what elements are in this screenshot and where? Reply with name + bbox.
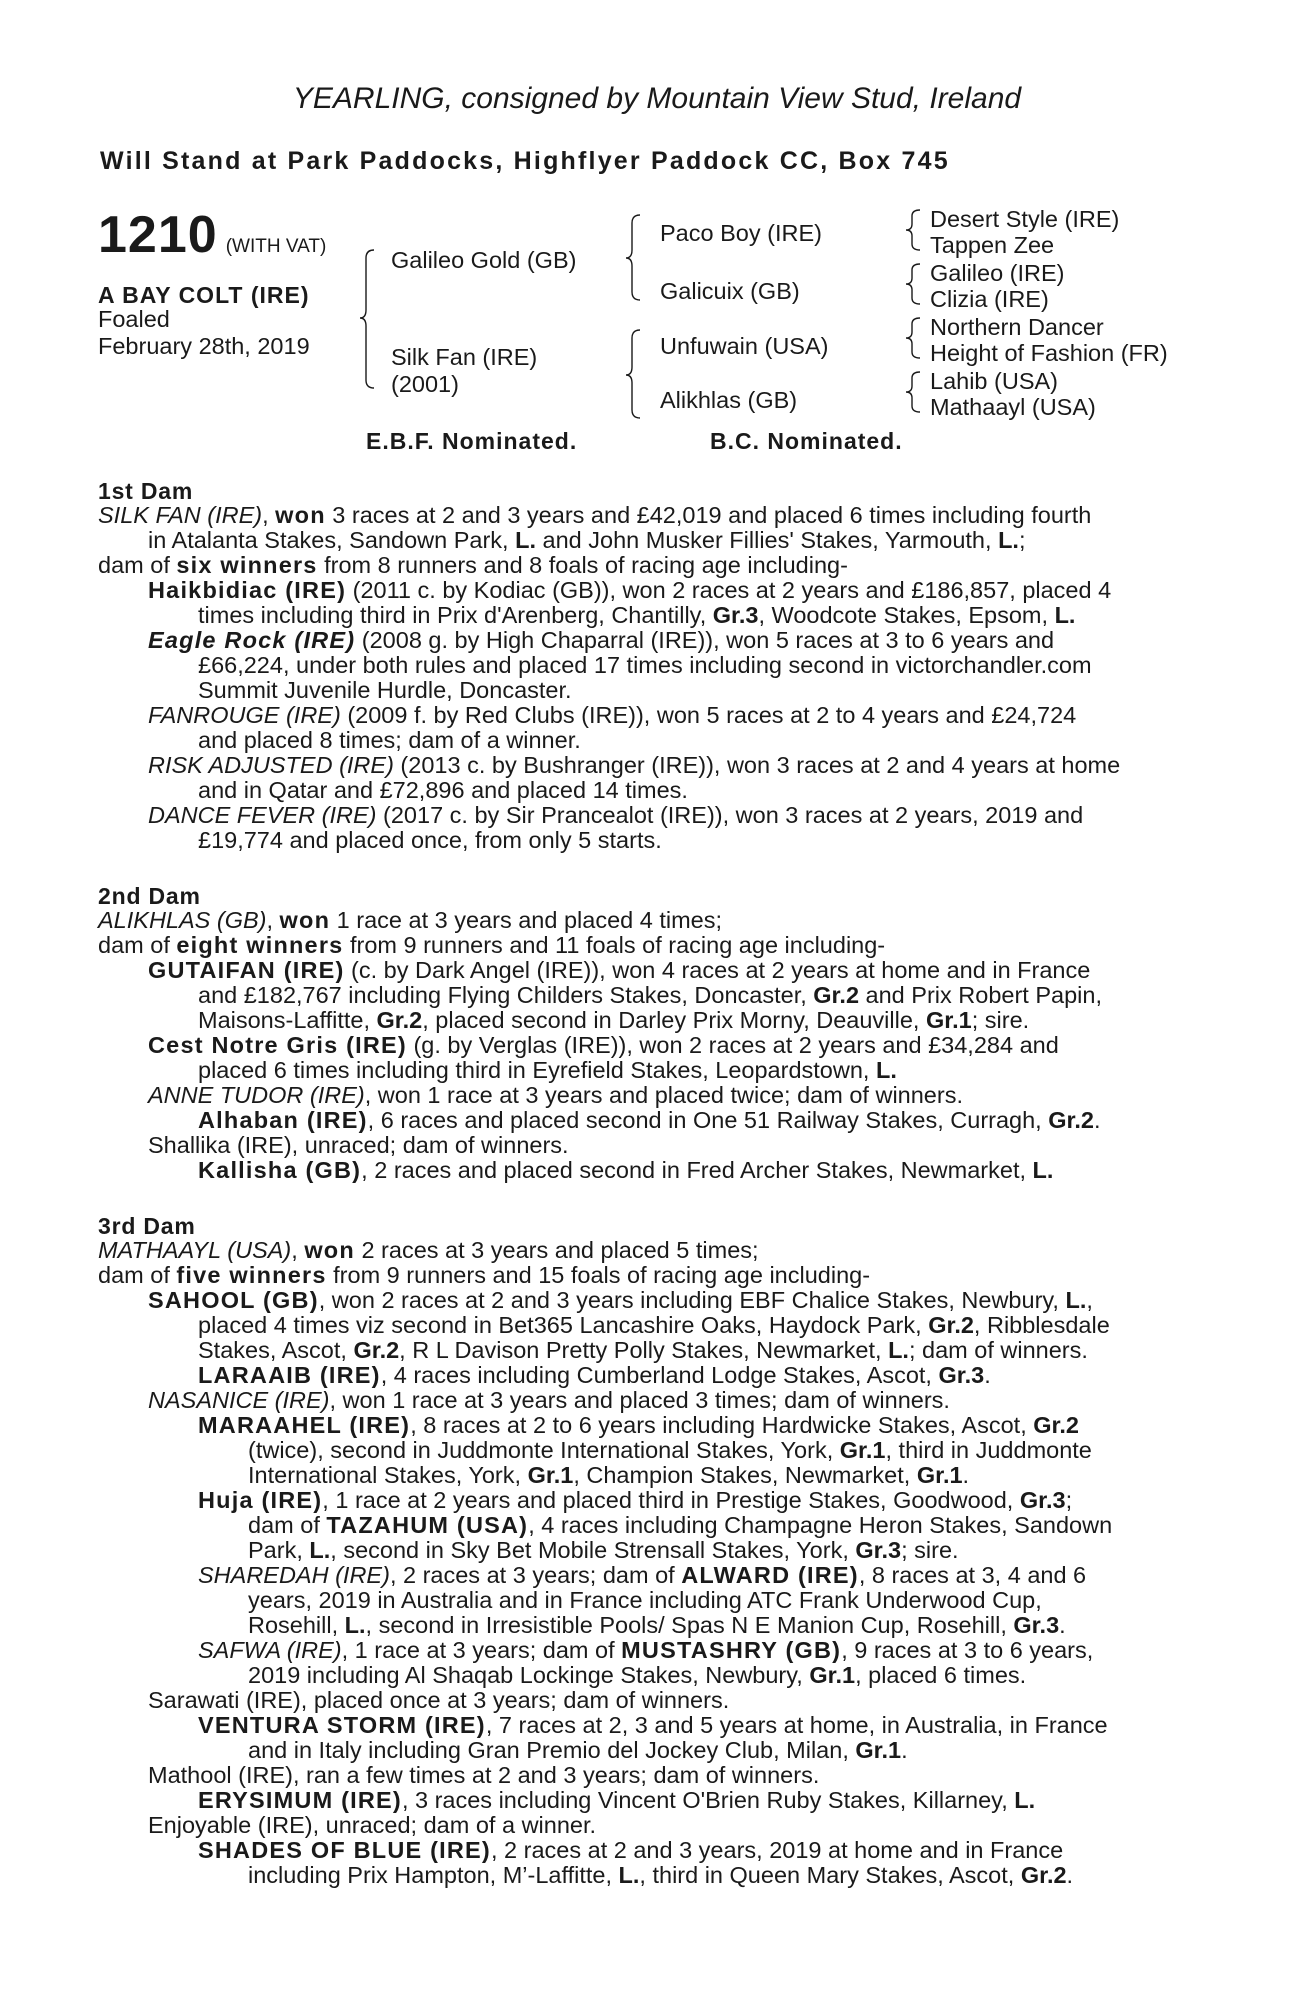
- second-dam-line: [148, 1083, 963, 1109]
- text-segment: L.: [344, 1612, 366, 1638]
- vat-note: (WITH VAT): [225, 236, 327, 257]
- text-segment: FANROUGE (IRE): [148, 702, 341, 728]
- second-dam-line: [148, 1033, 1059, 1059]
- text-segment: , second in Irresistible Pools/ Spas N E Manion Cup, Rosehill,: [365, 1612, 1014, 1638]
- text-segment: (2008 g. by High Chaparral (IRE)), won 5 races at 3 to 6 years and: [355, 627, 1055, 653]
- text-segment: £66,224, under both rules and placed 17 times including second in victorchandler.com: [198, 652, 1092, 678]
- text-segment: , 4 races including Cumberland Lodge Stakes, Ascot,: [380, 1362, 939, 1388]
- third-dam-line: [98, 1238, 759, 1264]
- text-segment: won: [279, 907, 331, 933]
- second-dam-line: [98, 933, 885, 959]
- text-segment: .: [984, 1362, 991, 1388]
- dam-sire-name: Unfuwain (USA): [660, 333, 829, 359]
- text-segment: (c. by Dark Angel (IRE)), won 4 races at 2 years at home and in France: [344, 957, 1091, 983]
- third-dam-line: [248, 1738, 908, 1764]
- text-segment: and in Qatar and £72,896 and placed 14 times.: [198, 777, 688, 803]
- text-segment: .: [1093, 1107, 1101, 1133]
- text-segment: Gr.1: [809, 1662, 856, 1688]
- ancestor-4: Clizia (IRE): [930, 286, 1049, 312]
- first-dam-line: [198, 678, 572, 704]
- text-segment: , third in Juddmonte: [885, 1437, 1092, 1463]
- text-segment: , Ribblesdale: [973, 1312, 1110, 1338]
- text-segment: .: [1059, 1612, 1066, 1638]
- text-segment: Huja (IRE): [198, 1487, 323, 1513]
- text-segment: L.: [1032, 1157, 1054, 1183]
- text-segment: (g. by Verglas (IRE)), won 2 races at 2 years and £34,284 and: [406, 1032, 1059, 1058]
- text-segment: and in Italy including Gran Premio del Jockey Club, Milan,: [248, 1737, 856, 1763]
- text-segment: SHAREDAH (IRE): [198, 1562, 390, 1588]
- text-segment: Gr.2: [353, 1337, 400, 1363]
- text-segment: (2013 c. by Bushranger (IRE)), won 3 races at 2 and 4 years at home: [393, 752, 1121, 778]
- first-dam-line: [98, 503, 1091, 529]
- text-segment: LARAAIB (IRE): [198, 1362, 381, 1388]
- text-segment: , 3 races including Vincent O'Brien Ruby Stakes, Killarney,: [401, 1787, 1015, 1813]
- text-segment: (2017 c. by Sir Prancealot (IRE)), won 3 races at 2 years, 2019 and: [376, 802, 1084, 828]
- ancestor-1: Desert Style (IRE): [930, 206, 1120, 232]
- text-segment: won: [275, 502, 326, 528]
- text-segment: (2011 c. by Kodiac (GB)), won 2 races at 2 years and £186,857, placed 4: [346, 577, 1112, 603]
- text-segment: MUSTASHRY (GB): [621, 1637, 842, 1663]
- third-dam-line: [198, 1638, 1093, 1664]
- lot-number: 1210: [98, 206, 218, 264]
- text-segment: Mathool (IRE), ran a few times at 2 and 3 years; dam of winners.: [148, 1762, 820, 1788]
- first-dam-line: [198, 653, 1092, 679]
- text-segment: , 6 races and placed second in One 51 Railway Stakes, Curragh,: [367, 1107, 1049, 1133]
- text-segment: Stakes, Ascot,: [198, 1337, 354, 1363]
- text-segment: , 2 races and placed second in Fred Archer Stakes, Newmarket,: [361, 1157, 1033, 1183]
- text-segment: Park,: [248, 1537, 310, 1563]
- text-segment: won: [304, 1237, 355, 1263]
- text-segment: L.: [618, 1862, 640, 1888]
- third-dam-line: [148, 1288, 1093, 1314]
- text-segment: Gr.3: [938, 1362, 985, 1388]
- second-dam-line: [148, 958, 1090, 984]
- foaled-label: Foaled: [98, 306, 170, 332]
- text-segment: five winners: [176, 1262, 327, 1288]
- second-dam-line: [198, 1158, 1053, 1184]
- ancestor-5: Northern Dancer: [930, 314, 1104, 340]
- text-segment: years, 2019 in Australia and in France including ATC Frank Underwood Cup,: [248, 1587, 1042, 1613]
- text-segment: 2019 including Al Shaqab Lockinge Stakes, Newbury,: [248, 1662, 810, 1688]
- text-segment: , 8 races at 2 to 6 years including Hardwicke Stakes, Ascot,: [410, 1412, 1034, 1438]
- text-segment: , 4 races including Champagne Heron Stakes, Sandown: [528, 1512, 1113, 1538]
- third-dam-line: [248, 1863, 1073, 1889]
- text-segment: Gr.1: [855, 1737, 902, 1763]
- second-dam-line: [198, 1108, 1101, 1134]
- text-segment: from 9 runners and 15 foals of racing age including-: [326, 1262, 871, 1288]
- text-segment: VENTURA STORM (IRE): [198, 1712, 486, 1738]
- text-segment: International Stakes, York,: [248, 1462, 528, 1488]
- ancestor-7: Lahib (USA): [930, 368, 1058, 394]
- text-segment: .: [1066, 1862, 1074, 1888]
- text-segment: including Prix Hampton, M’-Laffitte,: [248, 1862, 619, 1888]
- first-dam-line: [148, 753, 1120, 779]
- first-dam-line: [198, 778, 688, 804]
- first-dam-line: [198, 828, 662, 854]
- third-dam-line: [198, 1838, 1063, 1864]
- text-segment: and £182,767 including Flying Childers Stakes, Doncaster,: [198, 982, 814, 1008]
- text-segment: Shallika (IRE), unraced; dam of winners.: [148, 1132, 569, 1158]
- text-segment: .: [901, 1737, 908, 1763]
- text-segment: ,: [262, 502, 276, 528]
- text-segment: Gr.1: [527, 1462, 574, 1488]
- text-segment: , placed second in Darley Prix Morny, Deauville,: [422, 1007, 926, 1033]
- text-segment: ;: [1018, 527, 1026, 553]
- third-dam-heading: 3rd Dam: [98, 1213, 196, 1239]
- text-segment: ,: [266, 907, 280, 933]
- text-segment: and placed 8 times; dam of a winner.: [198, 727, 581, 753]
- sire-dam-name: Galicuix (GB): [660, 278, 800, 304]
- text-segment: NASANICE (IRE): [148, 1387, 330, 1413]
- text-segment: Kallisha (GB): [198, 1157, 362, 1183]
- text-segment: Cest Notre Gris (IRE): [148, 1032, 407, 1058]
- third-dam-line: [248, 1538, 959, 1564]
- text-segment: Gr.3: [1019, 1487, 1066, 1513]
- bc-nomination: B.C. Nominated.: [710, 428, 903, 454]
- text-segment: Gr.1: [916, 1462, 963, 1488]
- text-segment: Eagle Rock (IRE): [148, 627, 356, 653]
- text-segment: ALWARD (IRE): [681, 1562, 859, 1588]
- first-dam-line: [148, 528, 1025, 554]
- text-segment: ALIKHLAS (GB): [98, 907, 267, 933]
- sire-name: Galileo Gold (GB): [391, 247, 577, 273]
- text-segment: placed 4 times viz second in Bet365 Lancashire Oaks, Haydock Park,: [198, 1312, 929, 1338]
- stand-location: Will Stand at Park Paddocks, Highflyer Paddock CC, Box 745: [100, 147, 950, 175]
- text-segment: , 9 races at 3 to 6 years,: [841, 1637, 1094, 1663]
- foaled-date: February 28th, 2019: [98, 333, 310, 359]
- text-segment: L.: [875, 1057, 897, 1083]
- third-dam-line: [148, 1813, 596, 1839]
- text-segment: ERYSIMUM (IRE): [198, 1787, 402, 1813]
- text-segment: , R L Davison Pretty Polly Stakes, Newmarket,: [399, 1337, 889, 1363]
- third-dam-line: [248, 1613, 1066, 1639]
- third-dam-line: [248, 1463, 969, 1489]
- text-segment: placed 6 times including third in Eyrefield Stakes, Leopardstown,: [198, 1057, 876, 1083]
- text-segment: dam of: [98, 932, 177, 958]
- text-segment: Gr.1: [839, 1437, 886, 1463]
- first-dam-line: [148, 628, 1054, 654]
- third-dam-line: [198, 1713, 1108, 1739]
- third-dam-line: [198, 1788, 1035, 1814]
- text-segment: Haikbidiac (IRE): [148, 577, 347, 603]
- text-segment: ; dam of winners.: [908, 1337, 1088, 1363]
- horse-description: A BAY COLT (IRE): [98, 282, 310, 308]
- ancestor-3: Galileo (IRE): [930, 260, 1065, 286]
- text-segment: L.: [1054, 602, 1076, 628]
- text-segment: ; sire.: [971, 1007, 1030, 1033]
- text-segment: , placed 6 times.: [855, 1662, 1027, 1688]
- text-segment: , second in Sky Bet Mobile Strensall Stakes, York,: [330, 1537, 856, 1563]
- ebf-nomination: E.B.F. Nominated.: [366, 428, 578, 454]
- third-dam-line: [248, 1663, 1026, 1689]
- text-segment: Rosehill,: [248, 1612, 345, 1638]
- text-segment: Gr.2: [813, 982, 860, 1008]
- text-segment: MATHAAYL (USA): [98, 1237, 292, 1263]
- text-segment: , Champion Stakes, Newmarket,: [573, 1462, 917, 1488]
- text-segment: Gr.3: [1013, 1612, 1060, 1638]
- text-segment: Summit Juvenile Hurdle, Doncaster.: [198, 677, 572, 703]
- third-dam-line: [98, 1263, 870, 1289]
- first-dam-line: [148, 578, 1111, 604]
- text-segment: SHADES OF BLUE (IRE): [198, 1837, 491, 1863]
- text-segment: , 2 races at 2 and 3 years, 2019 at home and in France: [490, 1837, 1064, 1863]
- third-dam-line: [198, 1563, 1086, 1589]
- text-segment: 2 races at 3 years and placed 5 times;: [354, 1237, 759, 1263]
- text-segment: from 8 runners and 8 foals of racing age including-: [317, 552, 848, 578]
- text-segment: DANCE FEVER (IRE): [148, 802, 377, 828]
- text-segment: , third in Queen Mary Stakes, Ascot,: [639, 1862, 1021, 1888]
- ancestor-8: Mathaayl (USA): [930, 394, 1096, 420]
- dam-name: Silk Fan (IRE): [391, 344, 538, 370]
- text-segment: SAFWA (IRE): [198, 1637, 342, 1663]
- text-segment: ;: [1065, 1487, 1073, 1513]
- third-dam-line: [248, 1588, 1042, 1614]
- text-segment: ANNE TUDOR (IRE): [148, 1082, 365, 1108]
- text-segment: eight winners: [176, 932, 344, 958]
- third-dam-line: [248, 1513, 1112, 1539]
- text-segment: L.: [515, 527, 536, 553]
- text-segment: ,: [1086, 1287, 1093, 1313]
- text-segment: , 1 race at 2 years and placed third in Prestige Stakes, Goodwood,: [322, 1487, 1020, 1513]
- text-segment: dam of: [248, 1512, 327, 1538]
- third-dam-line: [148, 1763, 819, 1789]
- text-segment: .: [962, 1462, 970, 1488]
- third-dam-line: [198, 1488, 1072, 1514]
- text-segment: SAHOOL (GB): [148, 1287, 319, 1313]
- dam-dam-name: Alikhlas (GB): [660, 387, 798, 413]
- text-segment: ; sire.: [901, 1537, 959, 1563]
- text-segment: dam of: [98, 552, 177, 578]
- second-dam-line: [198, 1058, 897, 1084]
- text-segment: , won 1 race at 3 years and placed twice; dam of winners.: [364, 1082, 963, 1108]
- text-segment: Gr.2: [1048, 1107, 1094, 1133]
- catalogue-header: YEARLING, consigned by Mountain View Stud, Ireland: [292, 82, 1022, 115]
- text-segment: Alhaban (IRE): [198, 1107, 368, 1133]
- text-segment: Gr.3: [855, 1537, 902, 1563]
- text-segment: (2009 f. by Red Clubs (IRE)), won 5 races at 2 to 4 years and £24,724: [340, 702, 1077, 728]
- second-dam-line: [148, 1133, 569, 1159]
- text-segment: L.: [1065, 1287, 1087, 1313]
- text-segment: Gr.2: [376, 1007, 423, 1033]
- text-segment: Gr.2: [928, 1312, 974, 1338]
- text-segment: Sarawati (IRE), placed once at 3 years; dam of winners.: [148, 1687, 730, 1713]
- second-dam-line: [198, 983, 1102, 1009]
- text-segment: Gr.3: [712, 602, 759, 628]
- text-segment: Enjoyable (IRE), unraced; dam of a winner.: [148, 1812, 597, 1838]
- text-segment: £19,774 and placed once, from only 5 starts.: [198, 827, 662, 853]
- text-segment: Gr.2: [1020, 1862, 1067, 1888]
- text-segment: 3 races at 2 and 3 years and £42,019 and placed 6 times including fourth: [325, 502, 1092, 528]
- first-dam-line: [148, 703, 1076, 729]
- text-segment: ,: [291, 1237, 305, 1263]
- text-segment: in Atalanta Stakes, Sandown Park,: [148, 527, 516, 553]
- text-segment: L.: [1014, 1787, 1036, 1813]
- text-segment: , won 1 race at 3 years and placed 3 times; dam of winners.: [329, 1387, 950, 1413]
- text-segment: RISK ADJUSTED (IRE): [148, 752, 394, 778]
- first-dam-line: [198, 603, 1075, 629]
- dam-year: (2001): [391, 371, 459, 397]
- ancestor-6: Height of Fashion (FR): [930, 340, 1168, 366]
- text-segment: and John Musker Fillies' Stakes, Yarmouth,: [535, 527, 999, 553]
- text-segment: times including third in Prix d'Arenberg, Chantilly,: [198, 602, 713, 628]
- text-segment: Gr.1: [925, 1007, 972, 1033]
- sire-sire-name: Paco Boy (IRE): [660, 220, 822, 246]
- text-segment: L.: [309, 1537, 331, 1563]
- text-segment: , won 2 races at 2 and 3 years including EBF Chalice Stakes, Newbury,: [318, 1287, 1066, 1313]
- second-dam-line: [98, 908, 722, 934]
- first-dam-line: [148, 803, 1083, 829]
- text-segment: L.: [998, 527, 1019, 553]
- text-segment: 1 race at 3 years and placed 4 times;: [330, 907, 723, 933]
- text-segment: , 1 race at 3 years; dam of: [341, 1637, 622, 1663]
- third-dam-line: [248, 1438, 1092, 1464]
- third-dam-line: [198, 1363, 991, 1389]
- second-dam-line: [198, 1008, 1029, 1034]
- first-dam-line: [98, 553, 848, 579]
- text-segment: Maisons-Laffitte,: [198, 1007, 377, 1033]
- ancestor-2: Tappen Zee: [930, 232, 1055, 258]
- text-segment: , 8 races at 3, 4 and 6: [858, 1562, 1087, 1588]
- first-dam-heading: 1st Dam: [98, 478, 194, 504]
- text-segment: from 9 runners and 11 foals of racing age including-: [343, 932, 886, 958]
- text-segment: six winners: [176, 552, 318, 578]
- third-dam-line: [148, 1388, 950, 1414]
- text-segment: L.: [888, 1337, 909, 1363]
- third-dam-line: [198, 1338, 1088, 1364]
- text-segment: MARAAHEL (IRE): [198, 1412, 411, 1438]
- first-dam-line: [198, 728, 581, 754]
- text-segment: and Prix Robert Papin,: [859, 982, 1102, 1008]
- third-dam-line: [148, 1688, 729, 1714]
- text-segment: TAZAHUM (USA): [326, 1512, 529, 1538]
- text-segment: GUTAIFAN (IRE): [148, 957, 345, 983]
- text-segment: dam of: [98, 1262, 177, 1288]
- text-segment: SILK FAN (IRE): [98, 502, 263, 528]
- text-segment: , 7 races at 2, 3 and 5 years at home, in Australia, in France: [485, 1712, 1108, 1738]
- third-dam-line: [198, 1313, 1110, 1339]
- text-segment: Gr.2: [1033, 1412, 1079, 1438]
- text-segment: , 2 races at 3 years; dam of: [389, 1562, 682, 1588]
- text-segment: , Woodcote Stakes, Epsom,: [758, 602, 1055, 628]
- second-dam-heading: 2nd Dam: [98, 883, 201, 909]
- text-segment: (twice), second in Juddmonte International Stakes, York,: [248, 1437, 840, 1463]
- third-dam-line: [198, 1413, 1079, 1439]
